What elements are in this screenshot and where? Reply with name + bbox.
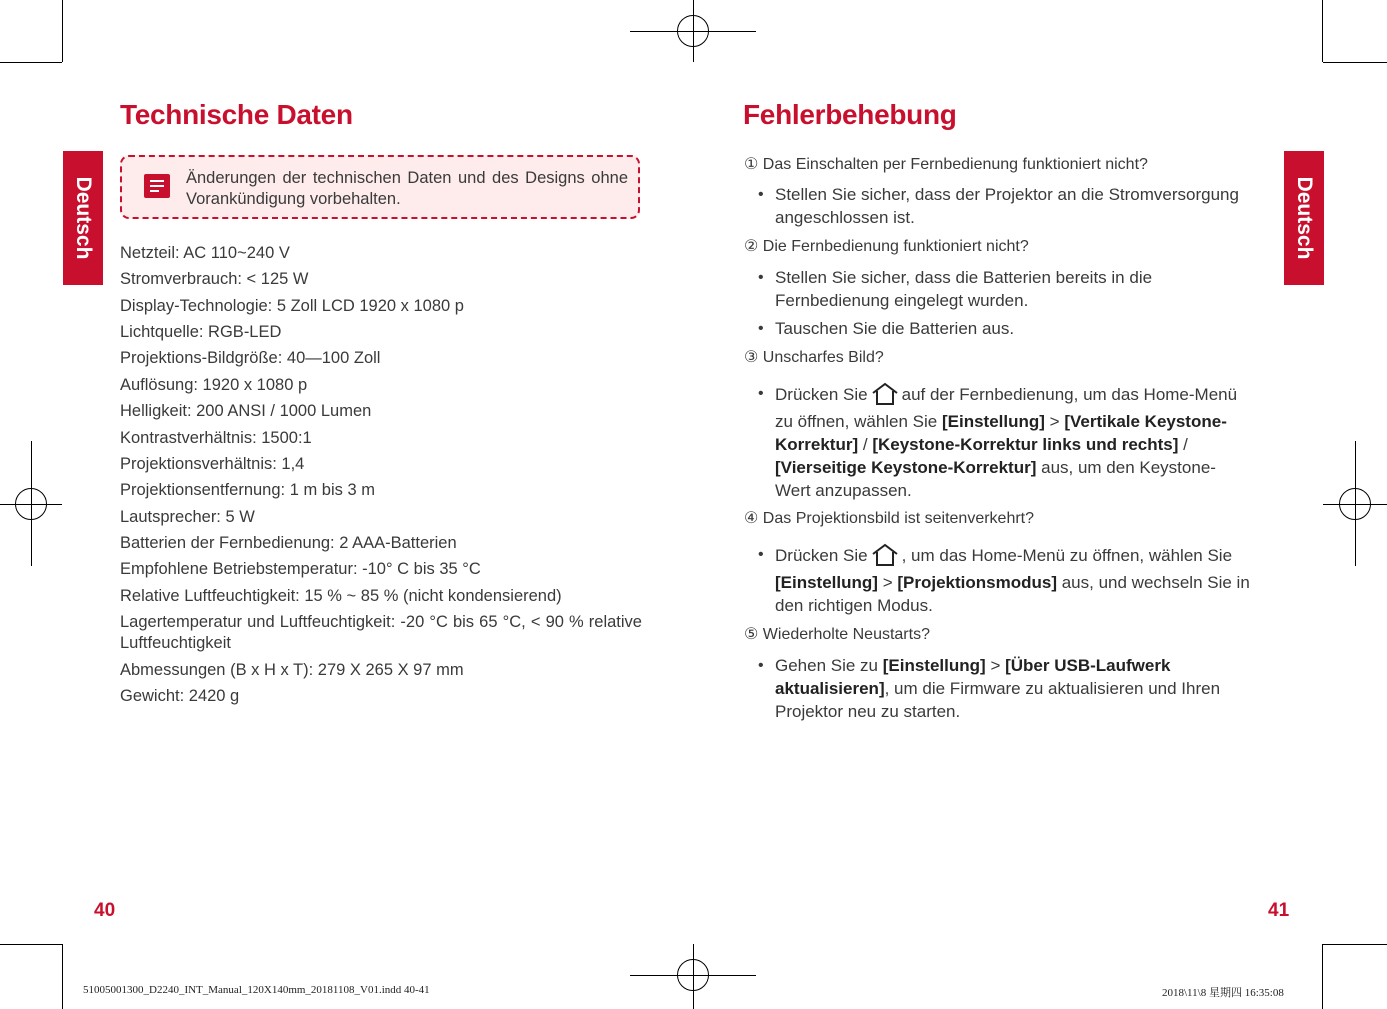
answer-text <box>775 571 1250 594</box>
menu-path-keystone: Korrektur] <box>775 435 859 454</box>
spec-item: Helligkeit: 200 ANSI / 1000 Lumen <box>120 402 372 420</box>
answer-text <box>775 543 1232 567</box>
spec-item: Lichtquelle: RGB-LED <box>120 323 282 341</box>
crop-mark <box>1322 944 1323 1009</box>
answer-text <box>775 433 1188 456</box>
menu-path-keystone-lr: [Keystone-Korrektur links und rechts] <box>872 435 1179 454</box>
bullet: • <box>758 385 764 402</box>
menu-path-keystone: [Vertikale Keystone- <box>1064 412 1227 431</box>
answer-text-part: aus, und wechseln Sie in <box>1061 573 1250 592</box>
note-icon <box>144 174 170 198</box>
spec-item: Display-Technologie: 5 Zoll LCD 1920 x 1080 p <box>120 297 464 315</box>
answer-text: den richtigen Modus. <box>775 596 933 615</box>
bullet: • <box>758 186 764 203</box>
answer-text-part: Gehen Sie zu <box>775 656 879 675</box>
spec-item: Lautsprecher: 5 W <box>120 508 255 526</box>
note-box <box>120 155 640 219</box>
print-slug-timestamp: 2018\11\8 星期四 16:35:08 <box>1162 987 1284 999</box>
answer-text-part: , um das Home-Menü zu öffnen, wählen Sie <box>901 546 1233 565</box>
answer-text: Projektor neu zu starten. <box>775 702 961 721</box>
answer-text <box>775 654 1170 677</box>
spec-item: Projektionsverhältnis: 1,4 <box>120 455 305 473</box>
menu-path-keystone-four: [Vierseitige Keystone-Korrektur] <box>775 458 1037 477</box>
spec-item: Projektionsentfernung: 1 m bis 3 m <box>120 481 375 499</box>
menu-path-setting: [Einstellung] <box>882 656 986 675</box>
answer-text: Fernbedienung eingelegt wurden. <box>775 291 1029 310</box>
spec-item: Relative Luftfeuchtigkeit: 15 % ~ 85 % (nicht kondensierend) <box>120 587 562 605</box>
answer-text: Stellen Sie sicher, dass der Projektor an die Stromversorgung <box>775 185 1239 204</box>
page-number-left: 40 <box>94 900 116 921</box>
spec-item: Projektions-Bildgröße: 40—100 Zoll <box>120 349 381 367</box>
answer-text <box>775 410 1227 433</box>
print-slug-filename: 51005001300_D2240_INT_Manual_120X140mm_20181108_V01.indd 40-41 <box>83 984 430 996</box>
page-title-technical-data: Technische Daten <box>120 99 353 130</box>
menu-path-separator: / <box>862 435 868 454</box>
menu-path-setting: [Einstellung] <box>775 573 878 592</box>
spec-item: Kontrastverhältnis: 1500:1 <box>120 429 312 447</box>
spec-item: Stromverbrauch: < 125 W <box>120 270 309 288</box>
menu-path-projection-mode: [Projektionsmodus] <box>897 573 1057 592</box>
language-tab-label: Deutsch <box>1293 176 1316 260</box>
language-tab-left <box>63 151 103 285</box>
answer-text-part: Drücken Sie <box>775 385 868 404</box>
question-heading: ⑤ Wiederholte Neustarts? <box>744 626 930 643</box>
spec-item: Abmessungen (B x H x T): 279 X 265 X 97 mm <box>120 661 464 679</box>
language-tab-label: Deutsch <box>72 176 95 260</box>
crop-mark <box>0 944 62 945</box>
answer-text <box>775 677 1220 700</box>
spec-item: Batterien der Fernbedienung: 2 AAA-Batterien <box>120 534 457 552</box>
answer-text-part: Drücken Sie <box>775 546 868 565</box>
answer-text-part: zu öffnen, wählen Sie <box>775 412 938 431</box>
menu-path-usb-update: [Über USB-Laufwerk <box>1005 656 1171 675</box>
spec-item: Netzteil: AC 110~240 V <box>120 244 290 262</box>
answer-text: Stellen Sie sicher, dass die Batterien bereits in die <box>775 268 1153 287</box>
answer-text-part: , um die Firmware zu aktualisieren und Ihren <box>884 679 1221 698</box>
note-text: Änderungen der technischen Daten und des Designs ohne Vorankündigung vorbehalten. <box>186 169 628 208</box>
answer-text: Wert anzupassen. <box>775 481 912 500</box>
bullet: • <box>758 546 764 563</box>
answer-text <box>775 456 1216 479</box>
crop-mark <box>62 944 63 1009</box>
crop-mark <box>62 0 63 62</box>
menu-path-separator: > <box>990 656 1001 675</box>
question-heading: ③ Unscharfes Bild? <box>744 349 884 366</box>
spec-item: Empfohlene Betriebstemperatur: -10° C bis 35 °C <box>120 560 481 578</box>
question-heading: ① Das Einschalten per Fernbedienung funktioniert nicht? <box>744 156 1148 173</box>
page-title-troubleshooting: Fehlerbehebung <box>743 99 957 130</box>
bullet: • <box>758 320 764 337</box>
bullet: • <box>758 269 764 286</box>
answer-text: Tauschen Sie die Batterien aus. <box>775 319 1015 338</box>
page-number-right: 41 <box>1268 900 1290 921</box>
language-tab-right <box>1284 151 1324 285</box>
question-heading: ④ Das Projektionsbild ist seitenverkehrt? <box>744 510 1035 527</box>
menu-path-separator: > <box>1049 412 1060 431</box>
crop-mark <box>1323 62 1387 63</box>
menu-path-separator: > <box>882 573 893 592</box>
spec-item: Auflösung: 1920 x 1080 p <box>120 376 308 394</box>
bullet: • <box>758 657 764 674</box>
spec-item: Gewicht: 2420 g <box>120 687 240 705</box>
crop-mark <box>1322 0 1323 62</box>
answer-text: angeschlossen ist. <box>775 208 915 227</box>
crop-mark <box>0 62 62 63</box>
question-heading: ② Die Fernbedienung funktioniert nicht? <box>744 238 1029 255</box>
menu-path-separator: / <box>1183 435 1188 454</box>
home-icon <box>871 543 899 567</box>
spec-item: Lagertemperatur und Luftfeuchtigkeit: -20 °C bis 65 °C, < 90 % relative Luftfeuchtigkeit <box>120 613 642 652</box>
home-icon <box>871 382 899 406</box>
crop-mark <box>1323 944 1387 945</box>
answer-text <box>775 382 1237 406</box>
menu-path-usb-update: aktualisieren] <box>775 679 885 698</box>
menu-path-setting: [Einstellung] <box>941 412 1045 431</box>
answer-text-part: aus, um den Keystone- <box>1041 458 1216 477</box>
answer-text-part: auf der Fernbedienung, um das Home-Menü <box>901 385 1238 404</box>
